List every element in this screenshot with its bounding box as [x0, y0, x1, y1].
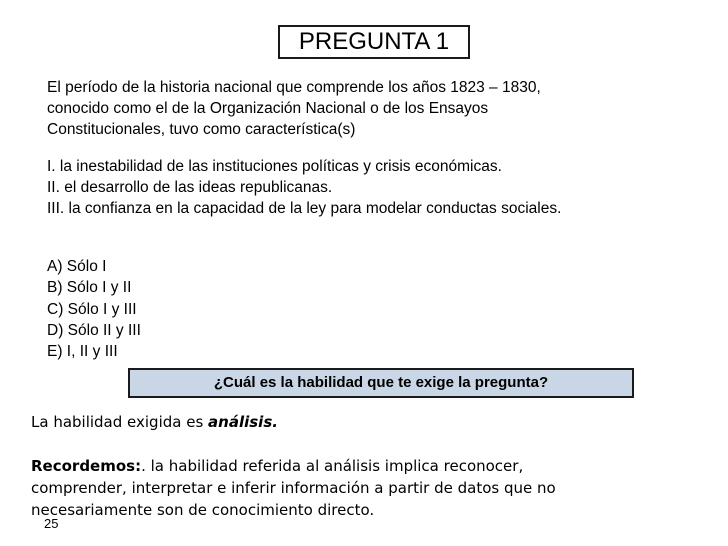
- skill-name: análisis.: [208, 413, 278, 431]
- question-stem: [47, 77, 687, 219]
- recall-text: . la habilidad referida al análisis implica reconocer,: [141, 457, 524, 475]
- recall-text-line: comprender, interpretar e inferir información a partir de datos que no: [31, 479, 556, 497]
- recall-label: Recordemos:: [31, 457, 142, 475]
- option-e: E) I, II y III: [47, 343, 118, 361]
- answer-options: [47, 256, 141, 362]
- option-a: A) Sólo I: [47, 258, 107, 275]
- option-b: B) Sólo I y II: [47, 279, 132, 297]
- statement-ii: II. el desarrollo de las ideas republicanas.: [47, 179, 333, 196]
- option-c: C) Sólo I y III: [47, 300, 137, 318]
- skill-prompt-box: ¿Cuál es la habilidad que te exige la pregunta?: [128, 368, 634, 398]
- slide-title: PREGUNTA 1: [278, 25, 470, 59]
- recall-line: [31, 455, 711, 477]
- page-number: 25: [44, 516, 59, 531]
- stem-line: El período de la historia nacional que comprende los años 1823 – 1830,: [47, 79, 541, 96]
- stem-line: conocido como el de la Organización Nacional o de los Ensayos: [47, 100, 489, 117]
- skill-line: [31, 411, 711, 433]
- skill-intro: La habilidad exigida es: [31, 413, 209, 431]
- answer-section: [31, 411, 711, 521]
- stem-line: Constitucionales, tuvo como característica(s): [47, 121, 356, 138]
- statement-iii: III. la confianza en la capacidad de la ley para modelar conductas sociales.: [47, 200, 562, 217]
- statement-i: I. la inestabilidad de las instituciones políticas y crisis económicas.: [47, 158, 502, 175]
- recall-text-line: necesariamente son de conocimiento directo.: [31, 501, 375, 519]
- option-d: D) Sólo II y III: [47, 321, 141, 339]
